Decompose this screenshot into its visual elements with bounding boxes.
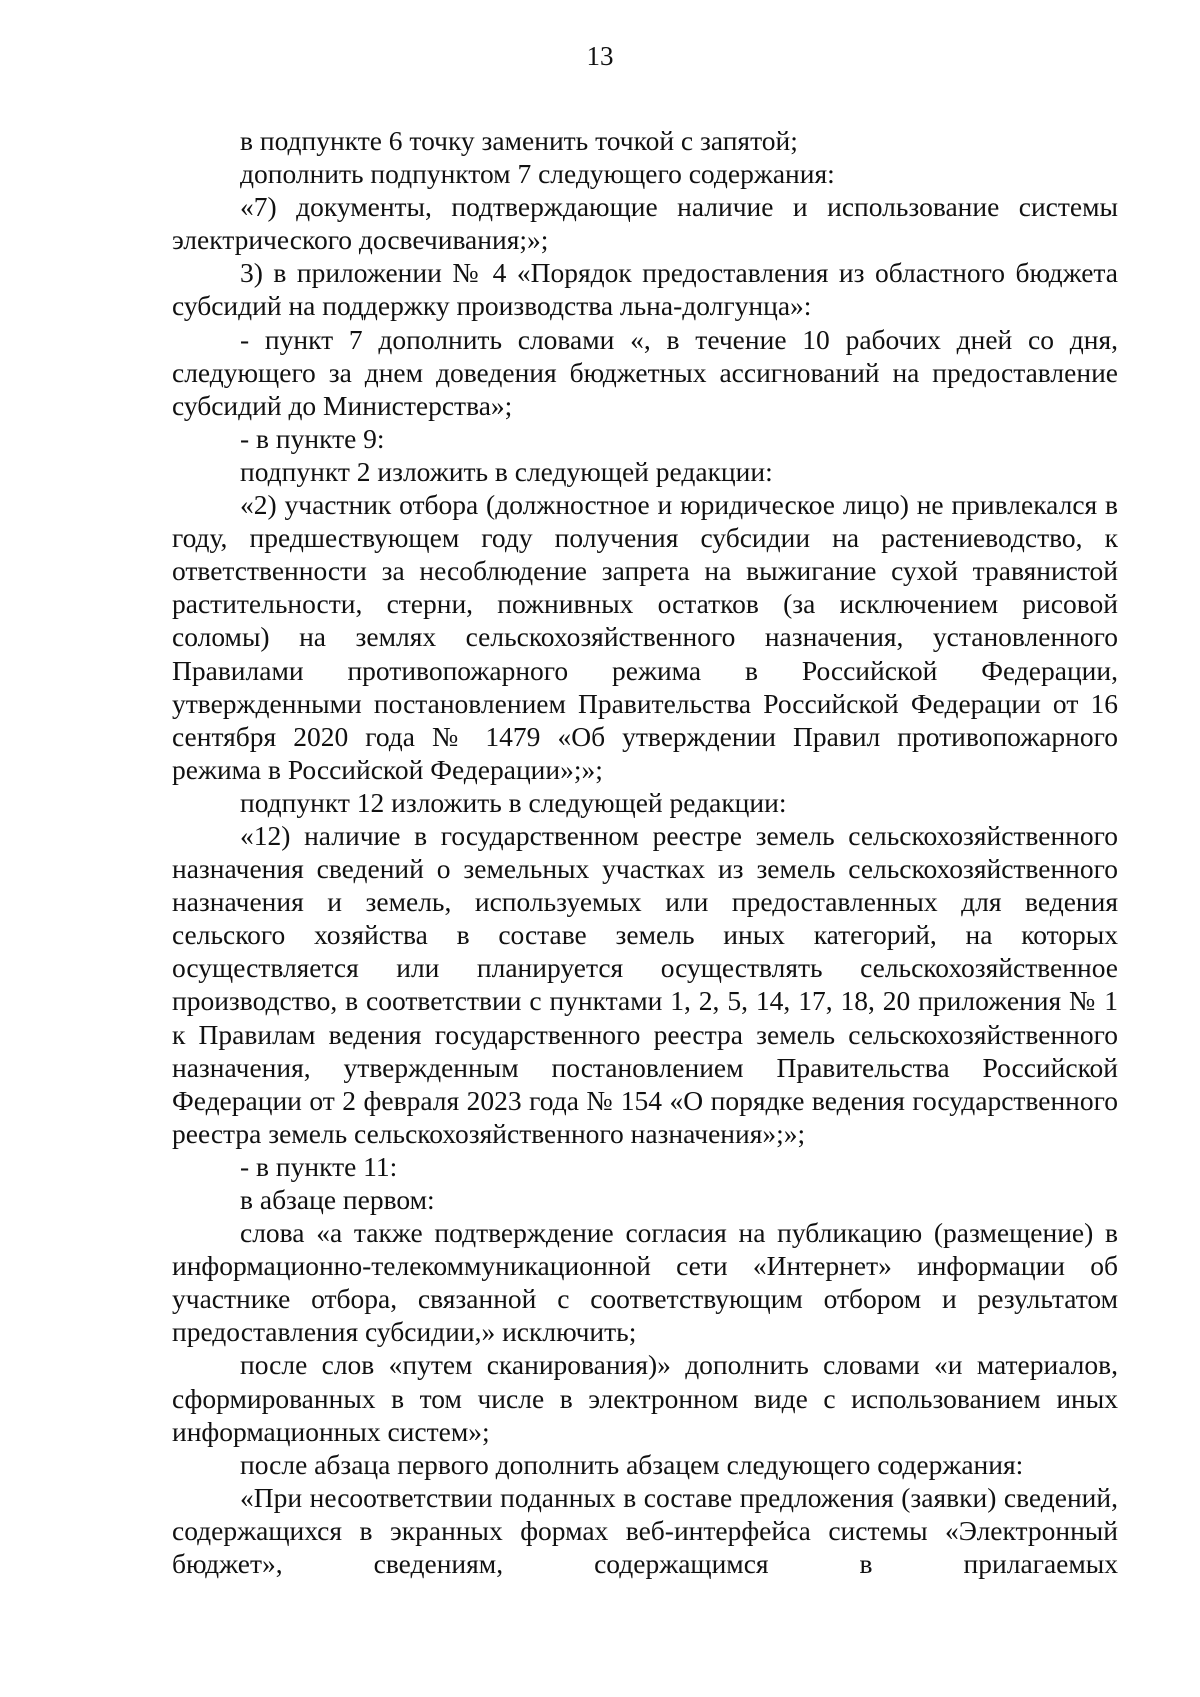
paragraph: после слов «путем сканирования)» дополнить словами «и материалов, сформированных в том числе в электронном виде с использованием иных информационных систем»; [172,1349,1118,1447]
paragraph: 3) в приложении № 4 «Порядок предоставления из областного бюджета субсидий на поддержку производства льна-долгунца»: [172,257,1118,322]
paragraph: «12) наличие в государственном реестре земель сельскохозяйственного назначения сведений о земельных участках из земель сельскохозяйственного назначения и земель, используемых или предоставленных для ведения сельского хозяйства в составе земель иных категорий, на которых осуществляется или планируется осуществлять сельскохозяйственное производство, в соответствии с пунктами 1, 2, 5, 14, 17, 18, 20 приложения № 1 к Правилам ведения государственного реестра земель сельскохозяйственного назначения, утвержденным постановлением Правительства Российской Федерации от 2 февраля 2023 года № 154 «О порядке ведения государственного реестра земель сельскохозяйственного назначения»;»; [172,819,1118,1149]
document-body [172,124,1118,1580]
paragraph: «2) участник отбора (должностное и юридическое лицо) не привлекался в году, предшествующем году получения субсидии на растениеводство, к ответственности за несоблюдение запрета на выжигание сухой травянистой растительности, стерни, пожнивных остатков (за исключением рисовой соломы) на землях сельскохозяйственного назначения, установленного Правилами противопожарного режима в Российской Федерации, утвержденными постановлением Правительства Российской Федерации от 16 сентября 2020 года № 1479 «Об утверждении Правил противопожарного режима в Российской Федерации»;»; [172,489,1118,785]
paragraph: слова «а также подтверждение согласия на публикацию (размещение) в информационно-телекоммуникационной сети «Интернет» информации об участнике отбора, связанной с соответствующим отбором и результатом предоставления субсидии,» исключить; [172,1217,1118,1348]
paragraph: «При несоответствии поданных в составе предложения (заявки) сведений, содержащихся в экранных формах веб-интерфейса системы «Электронный бюджет», сведениям, содержащимся в прилагаемых [172,1481,1118,1580]
page-number: 13 [586,41,614,71]
paragraph: дополнить подпунктом 7 следующего содержания: [240,158,835,190]
paragraph: - в пункте 9: [240,422,385,454]
paragraph: - пункт 7 дополнить словами «, в течение 10 рабочих дней со дня, следующего за днем доведения бюджетных ассигнований на предоставление субсидий до Министерства»; [172,323,1118,421]
paragraph: в подпункте 6 точку заменить точкой с запятой; [240,125,798,156]
paragraph: «7) документы, подтверждающие наличие и использование системы электрического досвечивания;»; [172,191,1118,256]
paragraph: подпункт 12 изложить в следующей редакции: [240,786,787,818]
paragraph: подпункт 2 изложить в следующей редакции: [240,455,773,487]
paragraph: в абзаце первом: [240,1184,435,1215]
paragraph: - в пункте 11: [240,1150,398,1182]
paragraph: после абзаца первого дополнить абзацем следующего содержания: [240,1448,1024,1480]
